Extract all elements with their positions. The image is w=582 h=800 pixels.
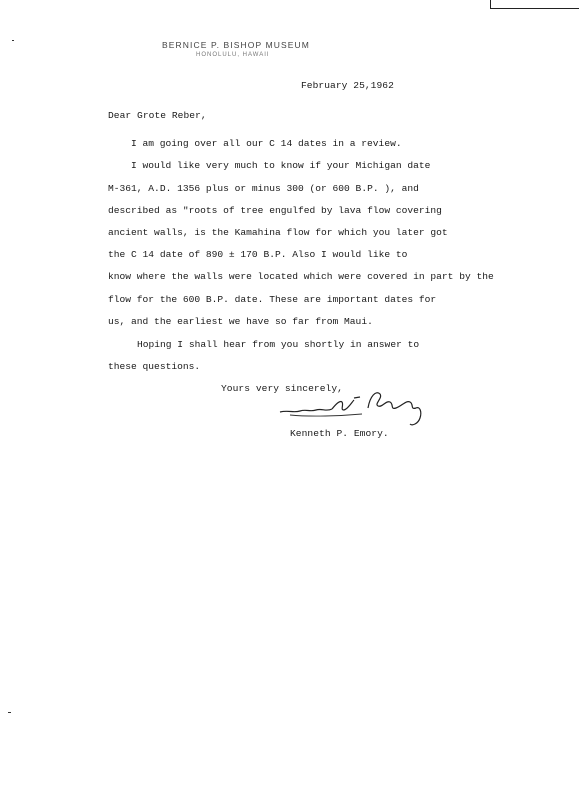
- signer-name: Kenneth P. Emory.: [290, 428, 389, 439]
- body-line: ancient walls, is the Kamahina flow for which you later got: [108, 227, 448, 238]
- body-line: I would like very much to know if your Michigan date: [131, 160, 431, 171]
- body-line: M-361, A.D. 1356 plus or minus 300 (or 600 B.P. ), and: [108, 183, 419, 194]
- edge-mark: [12, 40, 14, 41]
- body-line: know where the walls were located which were covered in part by the: [108, 271, 494, 282]
- body-line: flow for the 600 B.P. date. These are important dates for: [108, 294, 437, 305]
- edge-mark: [8, 712, 11, 713]
- salutation: Dear Grote Reber,: [108, 110, 207, 121]
- body-line: Hoping I shall hear from you shortly in answer to: [137, 339, 420, 350]
- letterhead-name: BERNICE P. BISHOP MUSEUM: [162, 40, 310, 50]
- body-line: us, and the earliest we have so far from Maui.: [108, 316, 373, 327]
- body-line: described as "roots of tree engulfed by lava flow covering: [108, 205, 442, 216]
- letter-date: February 25,1962: [301, 80, 394, 91]
- closing: Yours very sincerely,: [221, 383, 343, 394]
- body-line: these questions.: [108, 361, 201, 372]
- letterhead-place: HONOLULU, HAWAII: [196, 52, 270, 58]
- body-line: the C 14 date of 890 ± 170 B.P. Also I would like to: [108, 249, 408, 260]
- corner-rule: [491, 8, 579, 9]
- body-line: I am going over all our C 14 dates in a review.: [131, 138, 402, 149]
